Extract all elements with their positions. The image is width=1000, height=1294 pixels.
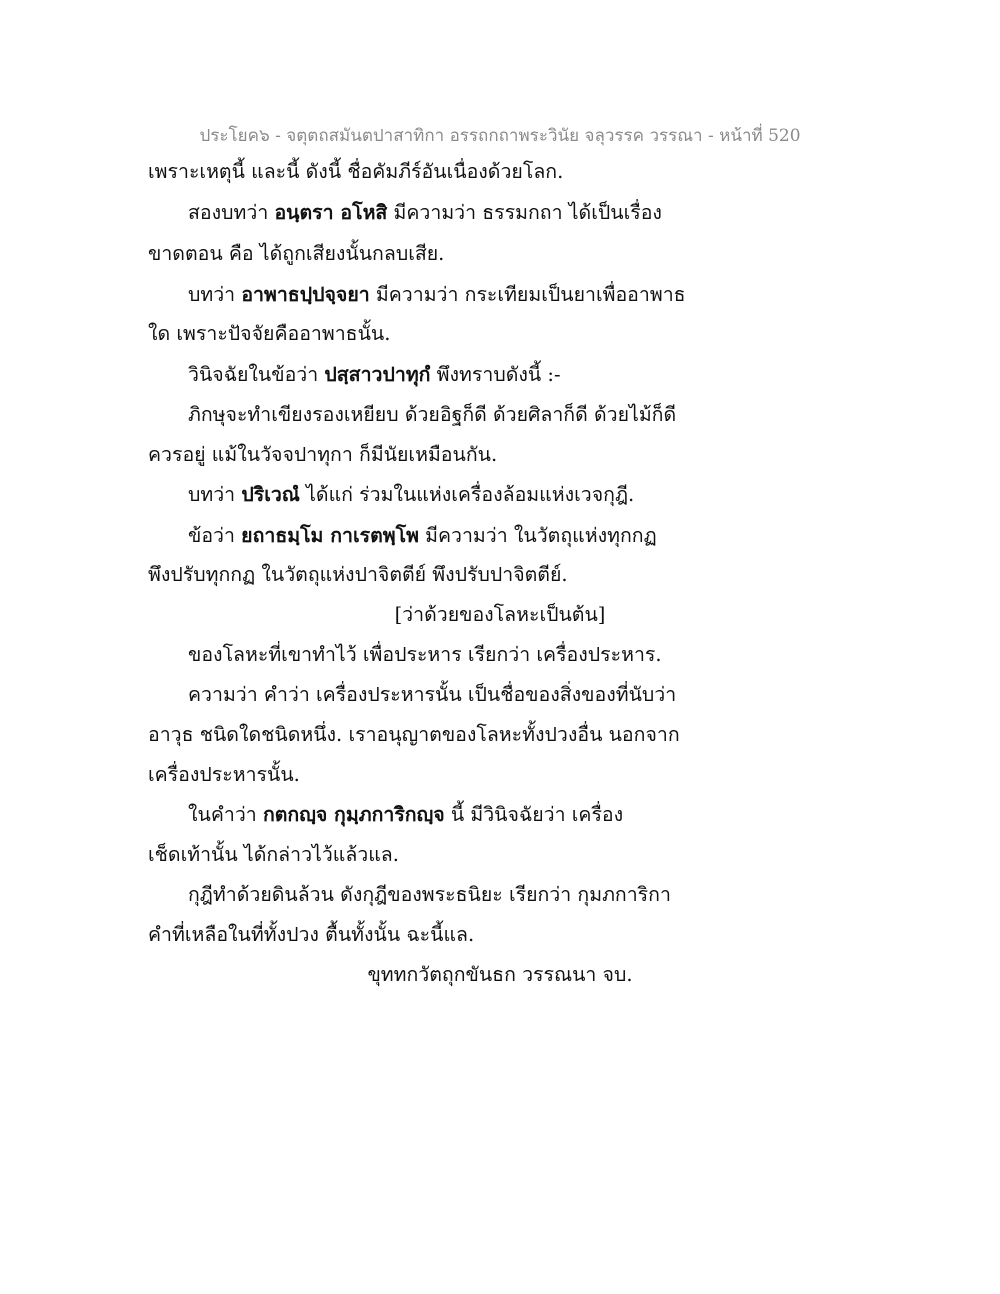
pali-term: กตกญฺจ กุมฺภการิกญฺจ (262, 803, 445, 826)
text-line: ควรอยู่ แม้ในวัจจปาทุกา ก็มีนัยเหมือนกัน. (148, 443, 498, 466)
pali-term: อาพาธปฺปจฺจยา (241, 283, 370, 306)
text-line: คำที่เหลือในที่ทั้งปวง ตื้นทั้งนั้น ฉะนี้แล. (148, 923, 475, 946)
section-heading: [ว่าด้วยของโลหะเป็นต้น] (394, 603, 606, 626)
text-line: ความว่า คำว่า เครื่องประหารนั้น เป็นชื่อของสิ่งของที่นับว่า (188, 683, 677, 706)
text-line: กุฎีทำด้วยดินล้วน ดังกุฎีของพระธนิยะ เรียกว่า กุมภการิกา (188, 883, 671, 906)
text-line: ของโลหะที่เขาทำไว้ เพื่อประหาร เรียกว่า เครื่องประหาร. (188, 643, 662, 666)
text-line: เพราะเหตุนี้ และนี้ ดังนี้ ชื่อคัมภีร์อันเนื่องด้วยโลก. (148, 160, 564, 183)
text-line: บทว่า ปริเวณํ ได้แก่ ร่วมในแห่งเครื่องล้อมแห่งเวจกุฎี. (188, 483, 635, 506)
text-line: เช็ดเท้านั้น ได้กล่าวไว้แล้วแล. (148, 843, 399, 866)
text-line: ขาดตอน คือ ได้ถูกเสียงนั้นกลบเสีย. (148, 242, 445, 265)
text-line: วินิจฉัยในข้อว่า ปสฺสาวปาทุกํ พึงทราบดังนี้ :- (188, 363, 561, 386)
text-line: ข้อว่า ยถาธมฺโม กาเรตพฺโพ มีความว่า ในวัตถุแห่งทุกกฏ (188, 524, 657, 547)
pali-term: อนฺตรา อโหสิ (274, 201, 388, 224)
text-line: ใด เพราะปัจจัยคืออาพาธนั้น. (148, 322, 391, 345)
text-line: ในคำว่า กตกญฺจ กุมฺภการิกญฺจ นี้ มีวินิจฉัยว่า เครื่อง (188, 803, 624, 826)
running-header: ประโยค๖ - จตุตถสมันตปาสาทิกา อรรถกถาพระวินัย จลุวรรค วรรณา - หน้าที่ 520 (199, 126, 801, 146)
pali-term: ปสฺสาวปาทุกํ (324, 363, 431, 386)
pali-term: ยถาธมฺโม กาเรตพฺโพ (241, 524, 419, 547)
text-line: บทว่า อาพาธปฺปจฺจยา มีความว่า กระเทียมเป็นยาเพื่ออาพาธ (188, 283, 686, 306)
text-line: พึงปรับทุกกฏ ในวัตถุแห่งปาจิตตีย์ พึงปรับปาจิตตีย์. (148, 563, 568, 586)
closing-line: ขุททกวัตถุกขันธก วรรณนา จบ. (367, 963, 633, 986)
pali-term: ปริเวณํ (241, 483, 300, 506)
text-line: สองบทว่า อนฺตรา อโหสิ มีความว่า ธรรมกถา ได้เป็นเรื่อง (188, 201, 662, 224)
text-line: อาวุธ ชนิดใดชนิดหนึ่ง. เราอนุญาตของโลหะทั้งปวงอื่น นอกจาก (148, 723, 680, 746)
text-line: เครื่องประหารนั้น. (148, 763, 300, 786)
text-line: ภิกษุจะทำเขียงรองเหยียบ ด้วยอิฐก็ดี ด้วยศิลาก็ดี ด้วยไม้ก็ดี (188, 403, 677, 426)
